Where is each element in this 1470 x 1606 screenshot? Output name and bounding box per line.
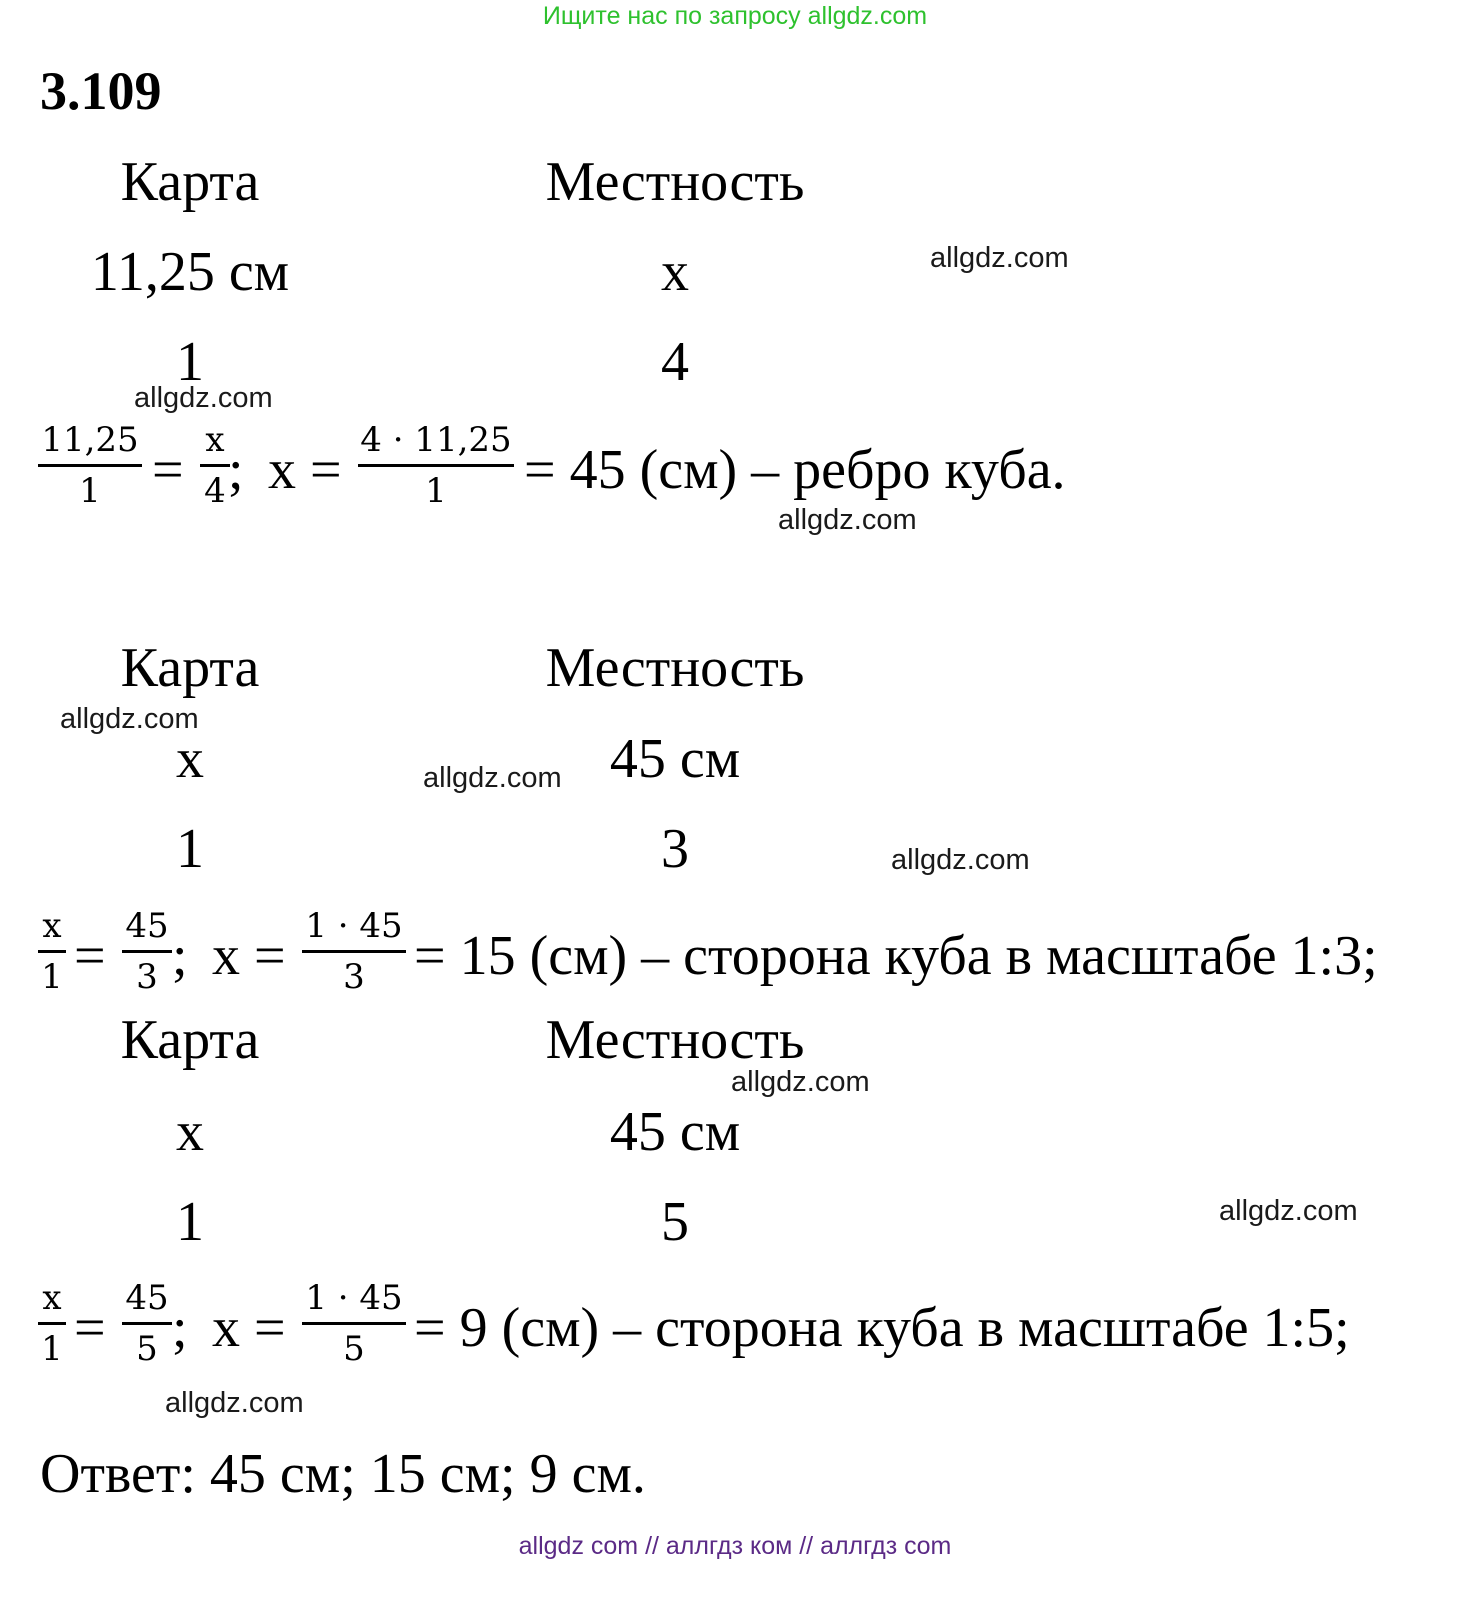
equals-sign: = <box>74 1297 106 1359</box>
block3-terrain-value-1: 45 см <box>609 1101 741 1163</box>
block3-header-terrain: Местность <box>545 1009 805 1071</box>
x-equals: x = <box>212 925 286 987</box>
fraction-bar <box>122 1322 172 1325</box>
fraction-bar <box>38 1322 66 1325</box>
watermark: allgdz.com <box>134 382 273 414</box>
watermark: allgdz.com <box>731 1066 870 1098</box>
fraction-denominator: 1 <box>79 471 101 511</box>
equals-sign: = <box>74 925 106 987</box>
fraction-numerator: 4 · 11,25 <box>360 420 512 460</box>
block1-map-value-1: 11,25 см <box>90 241 290 303</box>
block1-fraction-3 <box>358 420 514 511</box>
block1-header-terrain: Местность <box>545 151 805 213</box>
fraction-denominator: 3 <box>136 957 158 997</box>
fraction-denominator: 5 <box>343 1329 365 1369</box>
block2-header-terrain: Местность <box>545 637 805 699</box>
block1-fraction-2 <box>200 420 230 511</box>
block1-fraction-1 <box>38 420 142 511</box>
fraction-numerator: x <box>42 1278 62 1318</box>
watermark: allgdz.com <box>778 504 917 536</box>
block1-header-map: Карта <box>120 151 260 213</box>
fraction-denominator: 5 <box>136 1329 158 1369</box>
watermark: allgdz.com <box>1219 1195 1358 1227</box>
fraction-denominator: 1 <box>41 957 63 997</box>
fraction-denominator: 4 <box>204 471 226 511</box>
block2-header-map: Карта <box>120 637 260 699</box>
answer: Ответ: 45 см; 15 см; 9 см. <box>40 1443 646 1505</box>
block3-terrain-value-2: 5 <box>661 1191 689 1253</box>
block3-map-value-2: 1 <box>176 1191 204 1253</box>
block3-fraction-3 <box>302 1278 406 1369</box>
watermark: allgdz.com <box>930 242 1069 274</box>
problem-number: 3.109 <box>40 61 162 121</box>
fraction-numerator: x <box>205 420 225 460</box>
separator: ; <box>172 925 188 987</box>
watermark: allgdz.com <box>165 1387 304 1419</box>
fraction-bar <box>302 950 406 953</box>
fraction-numerator: 11,25 <box>41 420 139 460</box>
block1-map-value-2: 1 <box>176 331 204 393</box>
fraction-denominator: 1 <box>41 1329 63 1369</box>
block2-fraction-2 <box>122 906 172 997</box>
fraction-numerator: 1 · 45 <box>305 1278 403 1318</box>
watermark: allgdz.com <box>60 703 199 735</box>
watermark: allgdz.com <box>891 844 1030 876</box>
fraction-bar <box>200 464 230 467</box>
block3-result: = 9 (см) – сторона куба в масштабе 1:5; <box>414 1297 1350 1359</box>
fraction-bar <box>122 950 172 953</box>
fraction-numerator: x <box>42 906 62 946</box>
fraction-numerator: 1 · 45 <box>305 906 403 946</box>
footer-links: allgdz com // аллгдз ком // аллгдз com <box>518 1532 952 1560</box>
top-banner: Ищите нас по запросу allgdz.com <box>542 2 928 30</box>
block3-header-map: Карта <box>120 1009 260 1071</box>
fraction-numerator: 45 <box>125 906 169 946</box>
block1-result: = 45 (см) – ребро куба. <box>524 439 1066 501</box>
block1-terrain-value-2: 4 <box>661 331 689 393</box>
fraction-denominator: 3 <box>343 957 365 997</box>
x-equals: x = <box>268 439 342 501</box>
watermark: allgdz.com <box>423 762 562 794</box>
fraction-numerator: 45 <box>125 1278 169 1318</box>
block1-terrain-value-1: x <box>661 241 689 303</box>
x-equals: x = <box>212 1297 286 1359</box>
separator: ; <box>172 1297 188 1359</box>
block2-terrain-value-2: 3 <box>661 818 689 880</box>
block2-fraction-3 <box>302 906 406 997</box>
block2-terrain-value-1: 45 см <box>609 728 741 790</box>
block2-fraction-1 <box>38 906 66 997</box>
block2-result: = 15 (см) – сторона куба в масштабе 1:3; <box>414 925 1378 987</box>
equals-sign: = <box>152 439 184 501</box>
block3-fraction-2 <box>122 1278 172 1369</box>
fraction-denominator: 1 <box>425 471 447 511</box>
block2-map-value-1: x <box>176 728 204 790</box>
fraction-bar <box>38 464 142 467</box>
fraction-bar <box>38 950 66 953</box>
fraction-bar <box>358 464 514 467</box>
block3-map-value-1: x <box>176 1101 204 1163</box>
block3-fraction-1 <box>38 1278 66 1369</box>
fraction-bar <box>302 1322 406 1325</box>
separator: ; <box>228 439 244 501</box>
block2-map-value-2: 1 <box>176 818 204 880</box>
